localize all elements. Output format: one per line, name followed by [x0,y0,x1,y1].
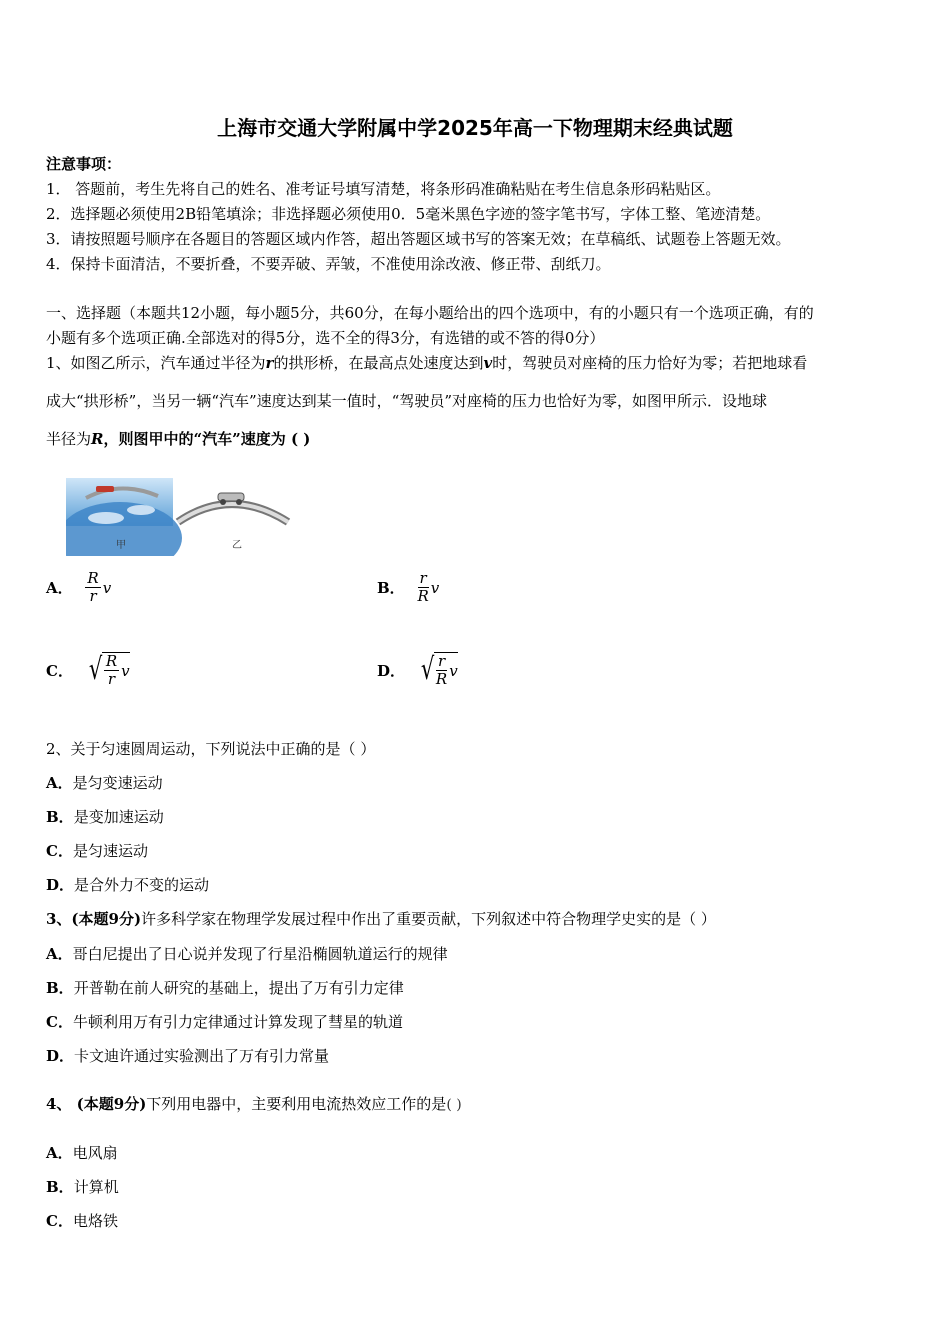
notes-item: 4．保持卡面清洁，不要折叠，不要弄破、弄皱，不准使用涂改液、修正带、刮纸刀。 [46,255,611,273]
q2-stem: 2、关于匀速圆周运动，下列说法中正确的是（ ） [46,740,376,758]
q3-option-d[interactable]: D．卡文迪许通过实验测出了万有引力常量 [46,1047,330,1065]
q2-option-b[interactable]: B．是变加速运动 [46,808,164,826]
q4-option-c[interactable]: C．电烙铁 [46,1212,118,1230]
q2-option-c[interactable]: C．是匀速运动 [46,842,148,860]
bridge-diagram [66,478,296,556]
q4-option-a[interactable]: A．电风扇 [46,1144,118,1162]
q1-stem-line3: 半径为R，则图甲中的“汽车”速度为 ( ) [46,430,311,448]
q3-stem: 3、(本题9分)许多科学家在物理学发展过程中作出了重要贡献，下列叙述中符合物理学史实的是（ ） [46,910,716,928]
notes-item: 2．选择题必须使用2B铅笔填涂；非选择题必须使用0．5毫米黑色字迹的签字笔书写，字体工整、笔迹清楚。 [46,205,771,223]
q1-figure [66,478,296,556]
q1-option-a[interactable]: A． $\frac{R}{r}$ v [46,569,112,605]
q3-option-a[interactable]: A．哥白尼提出了日心说并发现了行星沿椭圆轨道运行的规律 [46,945,448,963]
fig-label-a: 甲 [116,540,126,551]
q1-stem-line2: 成大“拱形桥”，当另一辆“汽车”速度达到某一值时，“驾驶员”对座椅的压力也恰好为零，如图甲所示．设地球 [46,392,768,410]
notes-heading: 注意事项： [46,155,122,173]
notes-item: 1． 答题前，考生先将自己的姓名、准考证号填写清楚，将条形码准确粘贴在考生信息条形码粘贴区。 [46,180,721,198]
q2-option-a[interactable]: A．是匀变速运动 [46,774,163,792]
section-heading-line1: 一、选择题（本题共12小题，每小题5分，共60分，在每小题给出的四个选项中，有的小题只有一个选项正确，有的 [46,304,814,322]
q2-option-d[interactable]: D．是合外力不变的运动 [46,876,210,894]
q3-option-c[interactable]: C．牛顿利用万有引力定律通过计算发现了彗星的轨道 [46,1013,403,1031]
q3-option-b[interactable]: B．开普勒在前人研究的基础上，提出了万有引力定律 [46,979,404,997]
fig-label-b: 乙 [232,540,242,551]
notes-item: 3．请按照题号顺序在各题目的答题区域内作答，超出答题区域书写的答案无效；在草稿纸、试题卷上答题无效。 [46,230,791,248]
q4-stem: 4、 (本题9分)下列用电器中，主要利用电流热效应工作的是( ) [46,1095,462,1113]
section-heading-line2: 小题有多个选项正确.全部选对的得5分，选不全的得3分，有选错的或不答的得0分） [46,329,605,347]
q1-option-b[interactable]: B． $\frac{r}{R}$ v [377,569,440,605]
q1-option-d[interactable]: D． √ $\frac{r}{R}$ v [377,652,458,688]
answer-paren: ( ) [446,1097,462,1113]
car-a [96,486,114,492]
q1-option-c[interactable]: C． √ $\frac{R}{r}$ v [46,652,130,688]
q4-option-b[interactable]: B．计算机 [46,1178,119,1196]
q1-stem-line1: 1、如图乙所示，汽车通过半径为r的拱形桥，在最高点处速度达到v时，驾驶员对座椅的压力恰好为零；若把地球看 [46,354,808,372]
page-title: 上海市交通大学附属中学2025年高一下物理期末经典试题 [217,116,733,140]
